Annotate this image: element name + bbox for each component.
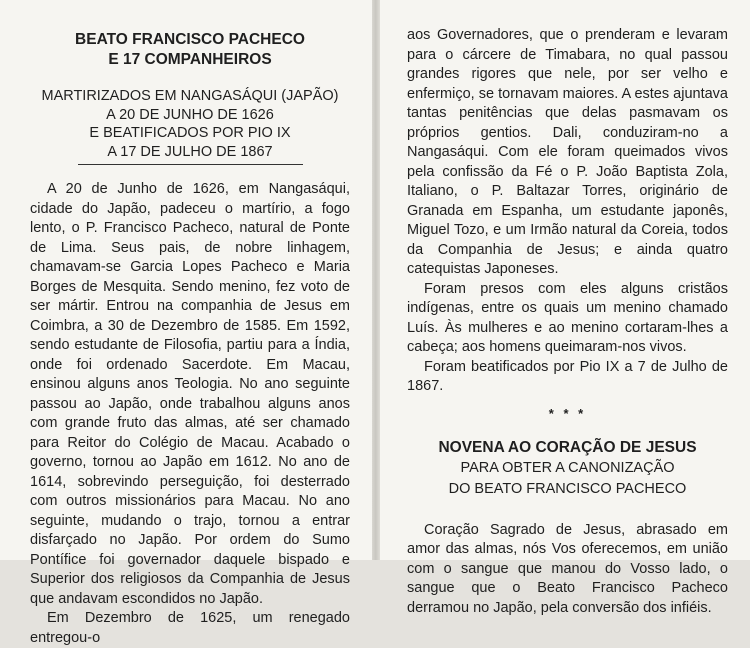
novena-subtitle-1: PARA OBTER A CANONIZAÇÃO bbox=[460, 459, 675, 476]
left-body bbox=[30, 180, 350, 648]
left-page bbox=[0, 0, 372, 646]
novena-title: NOVENA AO CORAÇÃO DE JESUS bbox=[438, 438, 697, 456]
subtitle-line-4: A 17 DE JULHO DE 1867 bbox=[107, 143, 273, 160]
title-line-1: BEATO FRANCISCO PACHECO bbox=[75, 31, 305, 48]
divider-rule bbox=[78, 164, 303, 165]
subtitle-line-2: A 20 DE JUNHO DE 1626 bbox=[106, 106, 274, 123]
subtitle-block bbox=[30, 87, 350, 165]
novena-prayer: Coração Sagrado de Jesus, abrasado em amor das almas, nós Vos oferecemos, em união com o sangue que manou do Vosso lado, o sangue que o Beato Francisco Pacheco derramou no Japão, pela conversão dos infiéis. bbox=[407, 521, 728, 616]
book-gutter bbox=[372, 0, 380, 560]
right-page bbox=[380, 0, 750, 616]
paragraph-beatification: Foram beatificados por Pio IX a 7 de Julho de 1867. bbox=[407, 358, 728, 394]
page-title bbox=[30, 30, 350, 70]
subtitle-line-1: MARTIRIZADOS EM NANGASÁQUI (JAPÃO) bbox=[41, 88, 339, 104]
paragraph-companions: Foram presos com eles alguns cristãos indígenas, entre os quais um menino chamado Luís. Às mulheres e ao menino cortaram-lhes a cabeça; aos homens queimaram-nos vivos. bbox=[407, 280, 728, 355]
title-line-2: E 17 COMPANHEIROS bbox=[108, 51, 272, 68]
paragraph-betrayal: Em Dezembro de 1625, um renegado entregou-o bbox=[30, 610, 350, 646]
paragraph-martyrdom: aos Governadores, que o prenderam e levaram para o cárcere de Timabara, no qual passou grandes rigores que nele, por ser velho e enfermiço, se tornavam maiores. A estes ajuntava tantas penitências que delas pasmavam os próprios gentios. Dali, conduziram-no a Nangasáqui. Com ele foram queimados vivos pela confissão da Fé o P. João Baptista Zola, Italiano, o P. Baltazar Torres, originário de Granada em Espanha, um estudante japonês, Miguel Tozo, e um Irmão natural da Coreia, todos da Companhia de Jesus; e ainda quatro catequistas Japoneses. bbox=[407, 27, 728, 277]
subtitle-line-3: E BEATIFICADOS POR PIO IX bbox=[89, 125, 291, 141]
novena-subtitle-2: DO BEATO FRANCISCO PACHECO bbox=[448, 480, 687, 497]
section-separator: * * * bbox=[548, 405, 587, 421]
paragraph-biography: A 20 de Junho de 1626, em Nangasáqui, cidade do Japão, padeceu o martírio, a fogo lento, o P. Francisco Pacheco, natural de Ponte de Lima. Seus pais, de nobre linhagem, chamavam-se Garcia Lopes Pacheco e Maria Borges de Mesquita. Sendo menino, fez voto de ser mártir. Entrou na companhia de Jesus em Coimbra, a 30 de Dezembro de 1585. Em 1592, sendo estudante de Filosofia, partiu para a Índia, onde foi ordenado Sacerdote. Em Macau, ensinou alguns anos Teologia. No ano seguinte passou ao Japão, onde trabalhou alguns anos com grande fruto das almas, até ser chamado para Reitor do Colégio de Macau. Acabado o governo, tornou ao Japão em 1612. No ano de 1614, sobrevindo perseguição, foi desterrado com outros missionários para Macau. No ano seguinte, mudando o trajo, tornou a entrar disfarçado no Japão. Por ordem do Sumo Pontífice foi governador daquele bispado e Superior dos religiosos da Companhia de Jesus que andavam escondidos no Japão. bbox=[30, 181, 350, 607]
